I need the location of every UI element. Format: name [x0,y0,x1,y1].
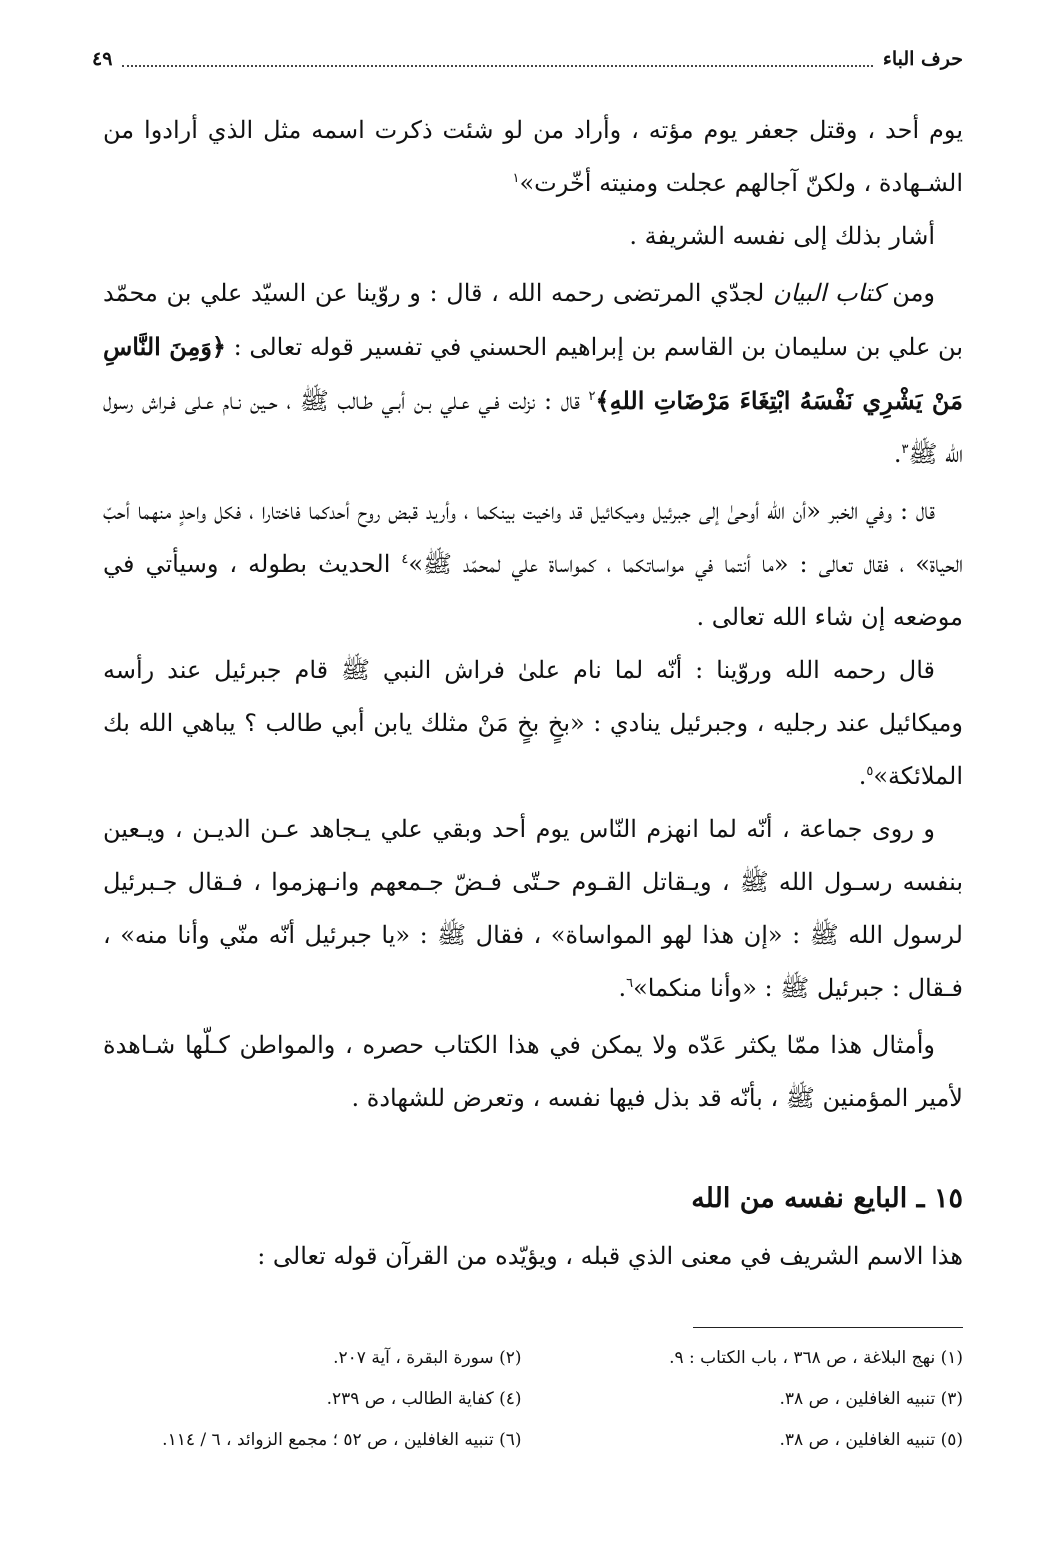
footnote-6: (٦) تنبيه الغافلين ، ص ٥٢ ؛ مجمع الزوائد ، ٦ / ١١٤. [162,1430,522,1450]
paragraph-5: قال رحمه الله وروّينا : أنّه لما نام علىٰ فراش النبي ﷺ قام جبرئيل عند رأسه وميكائيل عند رجليه ، وجبرئيل ينادي : «بخٍ بخٍ مَنْ مثلك يابن أبي طالب ؟ يباهي الله بك الملائكة»$^٥$. [103,656,963,790]
page-number: ٤٩ [92,48,113,70]
body-text [103,104,963,1125]
footnote-3: (٣) تنبيه الغافلين ، ص ٣٨. [779,1389,963,1409]
section-heading: ١٥ ـ البايع نفسه من الله [691,1183,963,1214]
paragraph-4 [103,485,963,644]
paragraph-text: وأمثال هذا ممّا يكثر عَدّه ولا يمكن في هذا الكتاب حصره ، والمواطن كـلّها شـاهدة لأمير المؤمنين ﷺ ، بأنّه قد بذل فيها نفسه ، وتعرض للشهادة . [103,1031,963,1112]
book-title: كتاب البيان [772,279,884,307]
paragraph-text: و روى جماعة ، أنّه لما انهزم النّاس يوم أحد وبقي علي يـجاهد عـن الديـن ، ويـعين بنفسه رسـول الله ﷺ ، ويـقاتل القـوم حـتّى فـضّ جـمعهم وانـهزموا ، فـقال جـبرئيل لرسول الله ﷺ : «إن هذا لهو المواساة» ، فقال ﷺ : «يا جبرئيل أنّه منّي وأنا منه» ، فـقال : جبرئيل ﷺ : «وأنا منكما» [103,815,963,1002]
paragraph-2 [103,210,963,263]
paragraph-text: يوم أحد ، وقتل جعفر يوم مؤته ، وأراد من لو شئت ذكرت اسمه مثل الذي أرادوا من الشـهادة ، ولكنّ آجالهم عجلت ومنيته أخّرت» [103,116,963,197]
section-intro: هذا الاسم الشريف في معنى الذي قبله ، ويؤيّده من القرآن قوله تعالى : [257,1242,963,1270]
footnote-ref: ٦ [626,976,634,991]
paragraph-text: ومن [883,279,936,307]
header-dot-leader [122,65,873,67]
quran-verse: ﴿وَمِنَ النَّاسِ مَنْ يَشْرِي نَفْسَهُ ابْتِغَاءَ مَرْضَاتِ اللهِ﴾ [103,332,963,415]
chapter-title: حرف الباء [882,48,963,70]
footnote-separator [693,1327,963,1328]
paragraph-text: الحديث بطوله ، وسيأتي في موضعه إن شاء الله تعالى . [103,550,963,631]
paragraph-text: قال رحمه الله وروّينا : أنّه لما نام علىٰ فراش النبي ﷺ قام جبرئيل عند رأسه وميكائيل عند رجليه ، وجبرئيل ينادي : «بخٍ بخٍ مَنْ مثلك يابن أبي طالب ؟ يباهي الله بك الملائكة» [103,656,963,790]
paragraph-text: أشار بذلك إلى نفسه الشريفة . [629,222,935,250]
paragraph-text: قال : نزلت فـي عـلي بـن أبـي طـالب ﷺ ، حـين نـام عـلى فـراش رسول الله ﷺ [103,387,963,468]
paragraph-3: ومن كتاب البيان لجدّي المرتضى رحمه الله ، قال : و روّينا عن السيّد علي بن محمّد بن علي بن سليمان بن القاسم بن إبراهيم الحسني في تفسير قوله تعالى : ﴿وَمِنَ النَّاسِ مَنْ يَشْرِي نَفْسَهُ ابْتِغَاءَ مَرْضَاتِ اللهِ﴾$^٢$ قال : نزلت فـي عـلي بـن أبـي طـالب ﷺ ، حـين نـام عـلى فـراش رسول الله ﷺ$^٣$. [103,279,964,468]
footnote-ref: ١ [512,171,520,186]
footnote-ref: ٥ [866,764,874,779]
footnote-ref: ٣ [901,442,909,457]
footnote-1: (١) نهج البلاغة ، ص ٣٦٨ ، باب الكتاب : ٩. [669,1348,963,1368]
footnote-ref: ٢ [588,389,596,404]
footnote-2: (٢) سورة البقرة ، آية ٢٠٧. [333,1348,522,1368]
footnotes [120,1338,963,1461]
footnote-5: (٥) تنبيه الغافلين ، ص ٣٨. [779,1430,963,1450]
footnote-4: (٤) كفاية الطالب ، ص ٢٣٩. [326,1389,522,1409]
paragraph-6: و روى جماعة ، أنّه لما انهزم النّاس يوم أحد وبقي علي يـجاهد عـن الديـن ، ويـعين بنفسه رسـول الله ﷺ ، ويـقاتل القـوم حـتّى فـضّ جـمعهم وانـهزموا ، فـقال جـبرئيل لرسول الله ﷺ : «إن هذا لهو المواساة» ، فقال ﷺ : «يا جبرئيل أنّه منّي وأنا منه» ، فـقال : جبرئيل ﷺ : «وأنا منكما»$^٦$. [103,815,963,1002]
footnote-ref: ٤ [401,552,409,567]
paragraph-1 [103,104,963,210]
paragraph-text: لجدّي المرتضى رحمه الله ، قال : و روّينا عن السيّد علي بن محمّد بن علي بن سليمان بن القاسم بن إبراهيم الحسني في تفسير قوله تعالى : [103,279,964,361]
running-header [92,44,963,74]
paragraph-7 [103,1019,963,1125]
paragraph-text: قال : وفي الخبر «أن الله أوحىٰ إلى جبرئيل وميكائيل قد واخيت بينكما ، وأريد قبض روح أحدكما فاختارا ، فكل واحدٍ منهما أحبّ الحياة» ، فقال تعالى : «ما أنتما في مواساتكما ، كمواساة علي لمحمّد ﷺ» [103,497,963,578]
